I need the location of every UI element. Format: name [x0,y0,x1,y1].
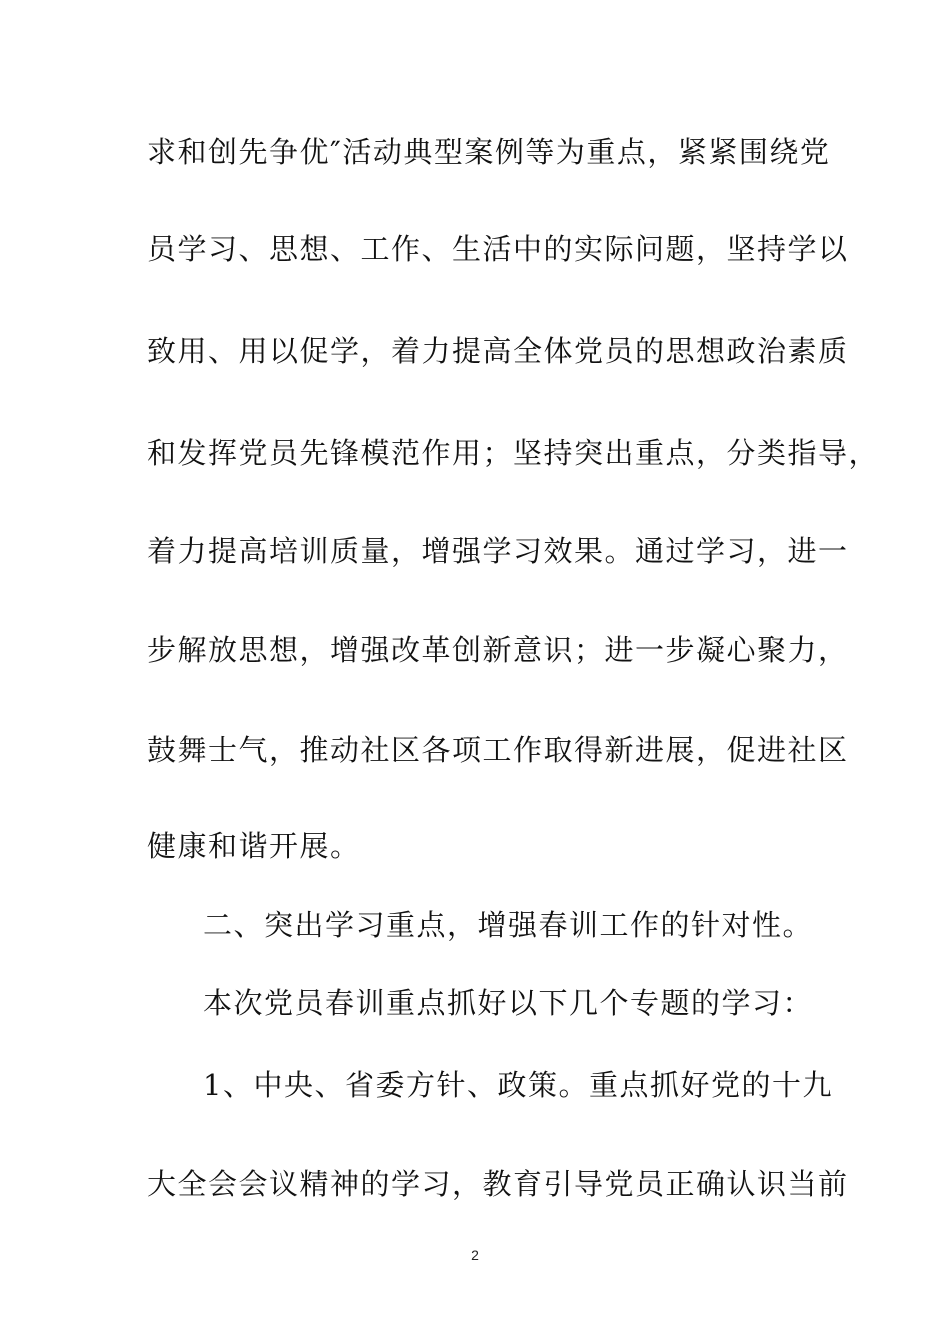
paragraph-line: 致用、用以促学，着力提高全体党员的思想政治素质 [147,334,849,368]
paragraph-line: 大全会会议精神的学习，教育引导党员正确认识当前 [147,1167,849,1201]
paragraph-line: 本次党员春训重点抓好以下几个专题的学习： [203,986,814,1020]
paragraph-line: 健康和谐开展。 [147,829,361,863]
paragraph-line: 步解放思想，增强改革创新意识；进一步凝心聚力， [147,633,849,667]
page-number: 2 [471,1247,479,1263]
paragraph-line: 员学习、思想、工作、生活中的实际问题，坚持学以 [147,232,849,266]
section-heading: 二、突出学习重点，增强春训工作的针对性。 [203,908,814,942]
paragraph-line: 和发挥党员先锋模范作用；坚持突出重点，分类指导， [147,436,880,470]
paragraph-line: 着力提高培训质量，增强学习效果。通过学习，进一 [147,534,849,568]
paragraph-line: 鼓舞士气，推动社区各项工作取得新进展，促进社区 [147,733,849,767]
list-item-line: 1、中央、省委方针、政策。重点抓好党的十九 [203,1068,833,1102]
paragraph-line: 求和创先争优″活动典型案例等为重点，紧紧围绕党 [147,135,831,169]
